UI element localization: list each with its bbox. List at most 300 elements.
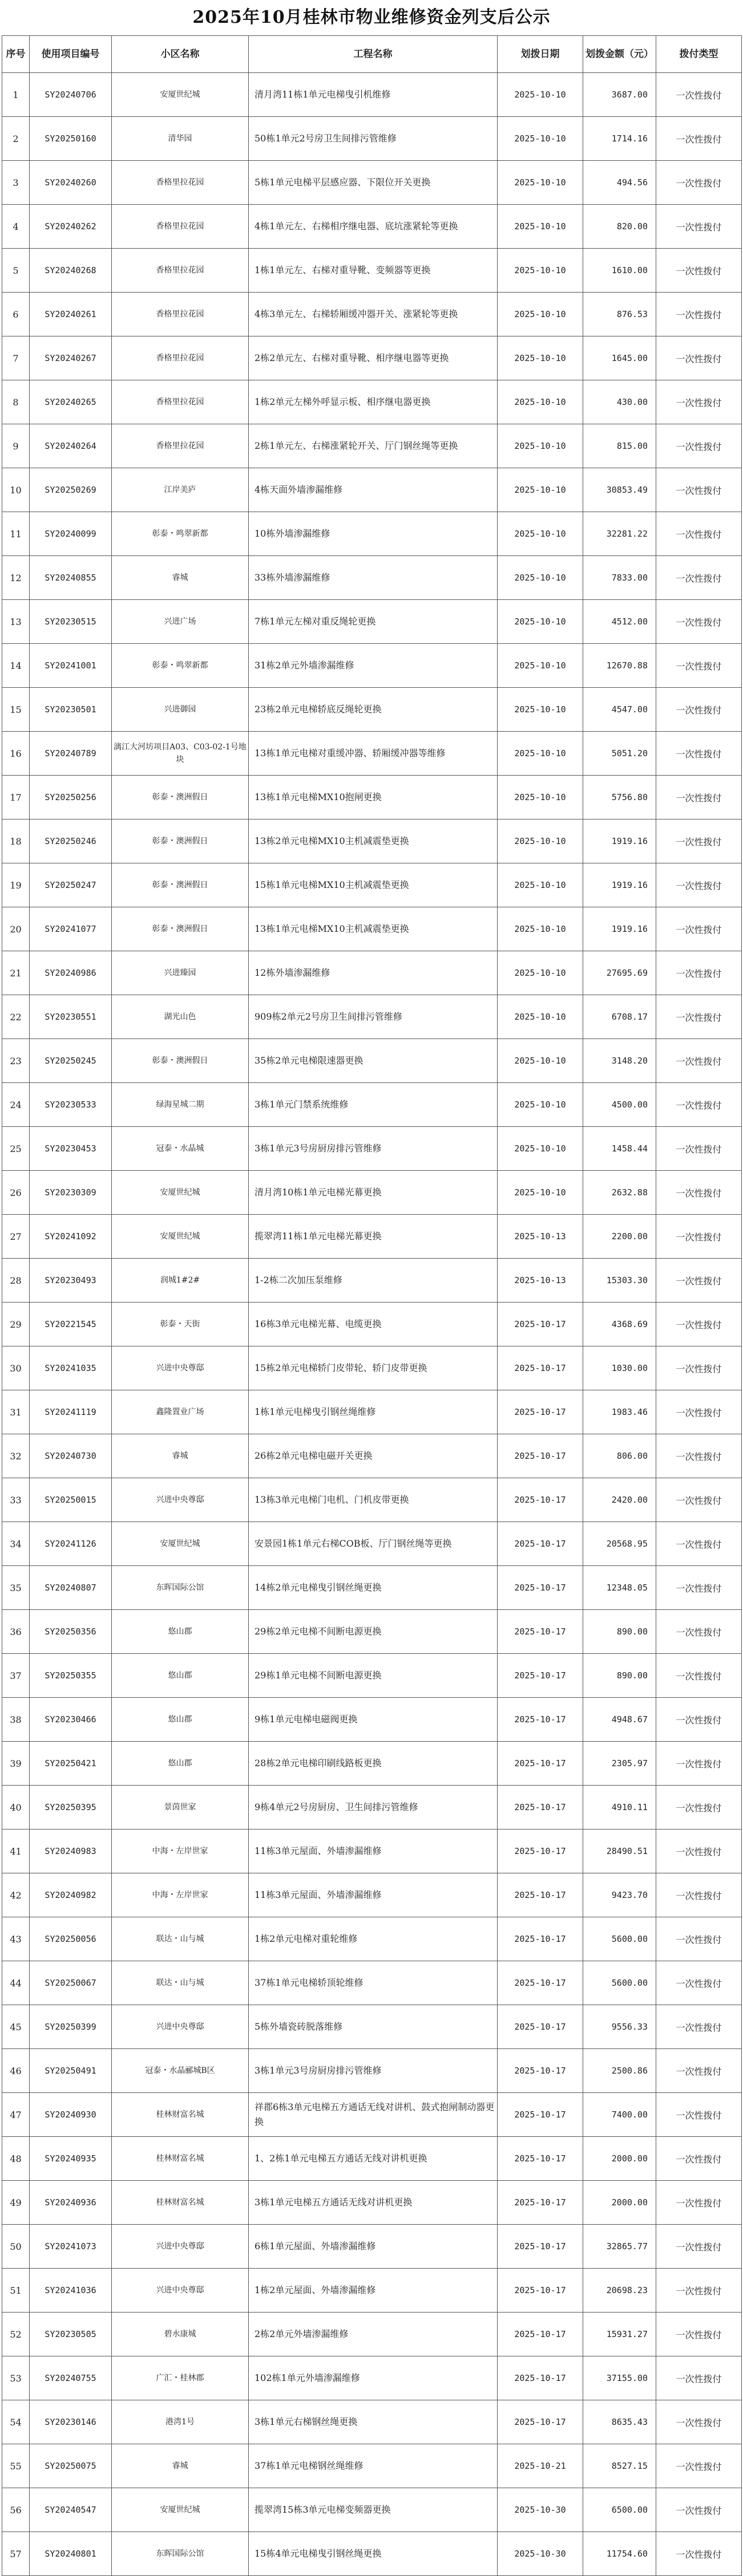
cell-project: 5栋外墙瓷砖脱落维修	[249, 2005, 498, 2049]
cell-project: 13栋3单元电梯门电机、门机皮带更换	[249, 1478, 498, 1522]
cell-code: SY20250399	[30, 2005, 112, 2049]
cell-type: 一次性拨付	[656, 1873, 742, 1917]
cell-amount: 1983.46	[583, 1390, 656, 1434]
cell-project: 37栋1单元电梯轿顶轮维修	[249, 1961, 498, 2005]
cell-type: 一次性拨付	[656, 1259, 742, 1303]
cell-amount: 2000.00	[583, 2181, 656, 2225]
cell-code: SY20250395	[30, 1786, 112, 1829]
table-header-row	[2, 36, 742, 73]
cell-code: SY20240807	[30, 1566, 112, 1610]
cell-project: 11栋3单元屋面、外墙渗漏维修	[249, 1873, 498, 1917]
cell-no: 27	[2, 1215, 30, 1259]
table-row	[2, 1083, 742, 1127]
table-row	[2, 776, 742, 820]
cell-date: 2025-10-10	[498, 336, 583, 380]
cell-date: 2025-10-17	[498, 2313, 583, 2356]
cell-amount: 28490.51	[583, 1829, 656, 1873]
cell-code: SY20240936	[30, 2181, 112, 2225]
cell-code: SY20240268	[30, 249, 112, 293]
cell-code: SY20240267	[30, 336, 112, 380]
cell-community: 香格里拉花园	[112, 424, 249, 468]
cell-community: 景茵世家	[112, 1786, 249, 1829]
table-row	[2, 468, 742, 512]
cell-code: SY20250015	[30, 1478, 112, 1522]
cell-type: 一次性拨付	[656, 2313, 742, 2356]
cell-community: 彰泰・澳洲假日	[112, 863, 249, 907]
cell-amount: 1919.16	[583, 907, 656, 951]
cell-amount: 6500.00	[583, 2488, 656, 2532]
cell-amount: 15303.30	[583, 1259, 656, 1303]
cell-date: 2025-10-21	[498, 2444, 583, 2488]
cell-type: 一次性拨付	[656, 249, 742, 293]
table-row	[2, 336, 742, 380]
cell-amount: 30853.49	[583, 468, 656, 512]
cell-community: 鑫隆置业广场	[112, 1390, 249, 1434]
cell-amount: 7833.00	[583, 556, 656, 600]
table-row	[2, 2356, 742, 2400]
header-project: 工程名称	[249, 36, 498, 73]
cell-type: 一次性拨付	[656, 2400, 742, 2444]
cell-no: 5	[2, 249, 30, 293]
table-row	[2, 2225, 742, 2269]
cell-date: 2025-10-17	[498, 2356, 583, 2400]
cell-date: 2025-10-13	[498, 1259, 583, 1303]
cell-community: 冠泰・水晶城	[112, 1127, 249, 1171]
cell-date: 2025-10-30	[498, 2488, 583, 2532]
cell-community: 睿城	[112, 556, 249, 600]
cell-community: 悠山郡	[112, 1698, 249, 1742]
cell-type: 一次性拨付	[656, 1083, 742, 1127]
table-row	[2, 688, 742, 732]
cell-project: 1栋2单元左梯外呼显示板、相序继电器更换	[249, 380, 498, 424]
cell-no: 16	[2, 732, 30, 776]
cell-community: 安厦世纪城	[112, 1171, 249, 1215]
cell-no: 1	[2, 73, 30, 117]
cell-type: 一次性拨付	[656, 951, 742, 995]
table-row	[2, 424, 742, 468]
cell-type: 一次性拨付	[656, 820, 742, 863]
cell-date: 2025-10-17	[498, 1961, 583, 2005]
cell-community: 安厦世纪城	[112, 1215, 249, 1259]
cell-community: 悠山郡	[112, 1742, 249, 1786]
cell-code: SY20230453	[30, 1127, 112, 1171]
cell-project: 2栋2单元外墙渗漏维修	[249, 2313, 498, 2356]
cell-project: 3栋1单元右梯钢丝绳更换	[249, 2400, 498, 2444]
cell-community: 彰泰・鸣翠新都	[112, 644, 249, 688]
cell-code: SY20230551	[30, 995, 112, 1039]
cell-code: SY20230505	[30, 2313, 112, 2356]
cell-project: 清月湾11栋1单元电梯曳引机维修	[249, 73, 498, 117]
cell-community: 兴进中央尊邸	[112, 1478, 249, 1522]
cell-amount: 890.00	[583, 1654, 656, 1698]
cell-type: 一次性拨付	[656, 2049, 742, 2093]
cell-community: 彰泰・鸣翠新都	[112, 512, 249, 556]
cell-amount: 4500.00	[583, 1083, 656, 1127]
cell-project: 33栋外墙渗漏维修	[249, 556, 498, 600]
cell-project: 102栋1单元外墙渗漏维修	[249, 2356, 498, 2400]
cell-amount: 4948.67	[583, 1698, 656, 1742]
cell-date: 2025-10-10	[498, 776, 583, 820]
table-row	[2, 1171, 742, 1215]
cell-no: 54	[2, 2400, 30, 2444]
cell-code: SY20250491	[30, 2049, 112, 2093]
cell-code: SY20250356	[30, 1610, 112, 1654]
cell-code: SY20240986	[30, 951, 112, 995]
cell-community: 彰泰・天街	[112, 1303, 249, 1346]
cell-date: 2025-10-17	[498, 1786, 583, 1829]
cell-community: 广汇・桂林郡	[112, 2356, 249, 2400]
cell-date: 2025-10-10	[498, 688, 583, 732]
cell-project: 6栋1单元屋面、外墙渗漏维修	[249, 2225, 498, 2269]
cell-project: 10栋外墙渗漏维修	[249, 512, 498, 556]
cell-project: 23栋2单元电梯轿底反绳轮更换	[249, 688, 498, 732]
cell-project: 13栋1单元电梯MX10抱闸更换	[249, 776, 498, 820]
cell-project: 15栋1单元电梯MX10主机减震垫更换	[249, 863, 498, 907]
cell-type: 一次性拨付	[656, 2137, 742, 2181]
cell-no: 56	[2, 2488, 30, 2532]
cell-type: 一次性拨付	[656, 205, 742, 249]
cell-amount: 20698.23	[583, 2269, 656, 2313]
cell-date: 2025-10-10	[498, 205, 583, 249]
cell-type: 一次性拨付	[656, 468, 742, 512]
cell-project: 11栋3单元屋面、外墙渗漏维修	[249, 1829, 498, 1873]
cell-date: 2025-10-10	[498, 863, 583, 907]
table-row	[2, 1039, 742, 1083]
cell-no: 6	[2, 293, 30, 336]
cell-type: 一次性拨付	[656, 1698, 742, 1742]
cell-type: 一次性拨付	[656, 995, 742, 1039]
cell-date: 2025-10-17	[498, 1873, 583, 1917]
header-amount: 划拨金额（元）	[583, 36, 656, 73]
cell-community: 兴进中央尊邸	[112, 2005, 249, 2049]
cell-project: 清月湾10栋1单元电梯光幕更换	[249, 1171, 498, 1215]
cell-project: 揽翠湾11栋1单元电梯光幕更换	[249, 1215, 498, 1259]
cell-type: 一次性拨付	[656, 1610, 742, 1654]
table-row	[2, 161, 742, 205]
cell-date: 2025-10-10	[498, 907, 583, 951]
cell-amount: 494.56	[583, 161, 656, 205]
cell-project: 31栋2单元外墙渗漏维修	[249, 644, 498, 688]
cell-amount: 1714.16	[583, 117, 656, 161]
cell-type: 一次性拨付	[656, 117, 742, 161]
table-row	[2, 732, 742, 776]
cell-community: 中海・左岸世家	[112, 1829, 249, 1873]
cell-code: SY20240261	[30, 293, 112, 336]
cell-date: 2025-10-10	[498, 1171, 583, 1215]
cell-amount: 876.53	[583, 293, 656, 336]
cell-amount: 806.00	[583, 1434, 656, 1478]
cell-type: 一次性拨付	[656, 776, 742, 820]
cell-code: SY20240935	[30, 2137, 112, 2181]
cell-date: 2025-10-17	[498, 1742, 583, 1786]
cell-type: 一次性拨付	[656, 1434, 742, 1478]
cell-date: 2025-10-17	[498, 2400, 583, 2444]
cell-community: 悠山郡	[112, 1654, 249, 1698]
cell-code: SY20230533	[30, 1083, 112, 1127]
cell-date: 2025-10-17	[498, 1566, 583, 1610]
cell-no: 46	[2, 2049, 30, 2093]
cell-date: 2025-10-17	[498, 2137, 583, 2181]
page-title: 2025年10月桂林市物业维修资金列支后公示	[192, 7, 551, 27]
cell-no: 40	[2, 1786, 30, 1829]
cell-community: 绿海星城二期	[112, 1083, 249, 1127]
cell-code: SY20250256	[30, 776, 112, 820]
cell-date: 2025-10-17	[498, 2269, 583, 2313]
cell-date: 2025-10-10	[498, 556, 583, 600]
cell-no: 39	[2, 1742, 30, 1786]
cell-code: SY20241119	[30, 1390, 112, 1434]
table-row	[2, 117, 742, 161]
cell-community: 安厦世纪城	[112, 73, 249, 117]
cell-community: 彰泰・澳洲假日	[112, 820, 249, 863]
cell-code: SY20230501	[30, 688, 112, 732]
cell-date: 2025-10-10	[498, 600, 583, 644]
table-row	[2, 1610, 742, 1654]
cell-date: 2025-10-10	[498, 293, 583, 336]
cell-date: 2025-10-17	[498, 1917, 583, 1961]
table-row	[2, 951, 742, 995]
table-row	[2, 1522, 742, 1566]
disbursement-table	[2, 35, 742, 2576]
cell-type: 一次性拨付	[656, 1346, 742, 1390]
cell-type: 一次性拨付	[656, 1127, 742, 1171]
cell-project: 35栋2单元电梯限速器更换	[249, 1039, 498, 1083]
cell-code: SY20230466	[30, 1698, 112, 1742]
table-row	[2, 2005, 742, 2049]
cell-type: 一次性拨付	[656, 1654, 742, 1698]
header-community: 小区名称	[112, 36, 249, 73]
cell-no: 43	[2, 1917, 30, 1961]
table-row	[2, 2444, 742, 2488]
cell-community: 香格里拉花园	[112, 336, 249, 380]
cell-type: 一次性拨付	[656, 1390, 742, 1434]
cell-type: 一次性拨付	[656, 73, 742, 117]
cell-project: 3栋1单元3号房厨房排污管维修	[249, 2049, 498, 2093]
cell-type: 一次性拨付	[656, 336, 742, 380]
cell-project: 37栋1单元电梯钢丝绳维修	[249, 2444, 498, 2488]
cell-project: 揽翠湾15栋3单元电梯变频器更换	[249, 2488, 498, 2532]
cell-code: SY20240930	[30, 2093, 112, 2137]
cell-project: 3栋1单元3号房厨房排污管维修	[249, 1127, 498, 1171]
cell-no: 34	[2, 1522, 30, 1566]
cell-no: 52	[2, 2313, 30, 2356]
cell-code: SY20240260	[30, 161, 112, 205]
cell-date: 2025-10-17	[498, 1610, 583, 1654]
cell-no: 12	[2, 556, 30, 600]
cell-no: 49	[2, 2181, 30, 2225]
cell-no: 47	[2, 2093, 30, 2137]
cell-code: SY20240265	[30, 380, 112, 424]
cell-community: 兴进中央尊邸	[112, 1346, 249, 1390]
cell-code: SY20250056	[30, 1917, 112, 1961]
cell-no: 17	[2, 776, 30, 820]
cell-date: 2025-10-17	[498, 2005, 583, 2049]
cell-amount: 7400.00	[583, 2093, 656, 2137]
cell-amount: 32281.22	[583, 512, 656, 556]
table-row	[2, 600, 742, 644]
cell-code: SY20250067	[30, 1961, 112, 2005]
cell-code: SY20241077	[30, 907, 112, 951]
cell-no: 37	[2, 1654, 30, 1698]
cell-date: 2025-10-10	[498, 380, 583, 424]
cell-project: 16栋3单元电梯光幕、电缆更换	[249, 1303, 498, 1346]
table-row	[2, 1478, 742, 1522]
cell-project: 4栋3单元左、右梯轿厢缓冲器开关、涨紧轮等更换	[249, 293, 498, 336]
cell-project: 2栋2单元左、右梯对重导靴、相序继电器等更换	[249, 336, 498, 380]
cell-type: 一次性拨付	[656, 2356, 742, 2400]
cell-no: 29	[2, 1303, 30, 1346]
header-type: 拨付类型	[656, 36, 742, 73]
table-row	[2, 380, 742, 424]
table-row	[2, 512, 742, 556]
cell-code: SY20240982	[30, 1873, 112, 1917]
cell-community: 香格里拉花园	[112, 161, 249, 205]
cell-community: 兴进臻园	[112, 951, 249, 995]
cell-community: 彰泰・澳洲假日	[112, 1039, 249, 1083]
cell-no: 21	[2, 951, 30, 995]
cell-date: 2025-10-10	[498, 468, 583, 512]
cell-code: SY20240855	[30, 556, 112, 600]
cell-project: 3栋1单元门禁系统维修	[249, 1083, 498, 1127]
cell-amount: 890.00	[583, 1610, 656, 1654]
cell-type: 一次性拨付	[656, 1478, 742, 1522]
cell-project: 26栋2单元电梯电磁开关更换	[249, 1434, 498, 1478]
table-row	[2, 820, 742, 863]
cell-amount: 37155.00	[583, 2356, 656, 2400]
table-row	[2, 293, 742, 336]
cell-community: 清华园	[112, 117, 249, 161]
table-row	[2, 995, 742, 1039]
cell-amount: 2000.00	[583, 2137, 656, 2181]
cell-type: 一次性拨付	[656, 512, 742, 556]
cell-date: 2025-10-17	[498, 1698, 583, 1742]
cell-type: 一次性拨付	[656, 2005, 742, 2049]
cell-no: 45	[2, 2005, 30, 2049]
cell-code: SY20250269	[30, 468, 112, 512]
cell-amount: 2305.97	[583, 1742, 656, 1786]
cell-community: 江岸美庐	[112, 468, 249, 512]
cell-amount: 5051.20	[583, 732, 656, 776]
cell-type: 一次性拨付	[656, 2532, 742, 2576]
table-row	[2, 1654, 742, 1698]
cell-type: 一次性拨付	[656, 380, 742, 424]
cell-type: 一次性拨付	[656, 2444, 742, 2488]
cell-no: 2	[2, 117, 30, 161]
cell-code: SY20250075	[30, 2444, 112, 2488]
table-row	[2, 1346, 742, 1390]
cell-amount: 430.00	[583, 380, 656, 424]
cell-code: SY20241035	[30, 1346, 112, 1390]
table-row	[2, 2093, 742, 2137]
cell-project: 13栋1单元电梯对重缓冲器、轿厢缓冲器等维修	[249, 732, 498, 776]
cell-no: 38	[2, 1698, 30, 1742]
cell-code: SY20240983	[30, 1829, 112, 1873]
header-no: 序号	[2, 36, 30, 73]
cell-date: 2025-10-10	[498, 73, 583, 117]
cell-code: SY20230309	[30, 1171, 112, 1215]
cell-project: 15栋2单元电梯轿门皮带轮、轿门皮带更换	[249, 1346, 498, 1390]
cell-community: 安厦世纪城	[112, 1522, 249, 1566]
cell-date: 2025-10-10	[498, 512, 583, 556]
cell-date: 2025-10-17	[498, 1829, 583, 1873]
cell-no: 11	[2, 512, 30, 556]
cell-project: 12栋外墙渗漏维修	[249, 951, 498, 995]
cell-community: 兴进御园	[112, 688, 249, 732]
header-code: 使用项目编号	[30, 36, 112, 73]
cell-community: 香格里拉花园	[112, 380, 249, 424]
cell-date: 2025-10-17	[498, 1434, 583, 1478]
cell-amount: 8635.43	[583, 2400, 656, 2444]
cell-date: 2025-10-17	[498, 1346, 583, 1390]
cell-project: 29栋2单元电梯不间断电源更换	[249, 1610, 498, 1654]
table-row	[2, 1566, 742, 1610]
cell-no: 41	[2, 1829, 30, 1873]
cell-amount: 12348.05	[583, 1566, 656, 1610]
cell-no: 19	[2, 863, 30, 907]
cell-amount: 2200.00	[583, 1215, 656, 1259]
table-row	[2, 1303, 742, 1346]
cell-no: 9	[2, 424, 30, 468]
cell-project: 9栋1单元电梯电磁阀更换	[249, 1698, 498, 1742]
cell-amount: 6708.17	[583, 995, 656, 1039]
cell-date: 2025-10-17	[498, 1390, 583, 1434]
cell-no: 8	[2, 380, 30, 424]
cell-date: 2025-10-10	[498, 1127, 583, 1171]
cell-amount: 27695.69	[583, 951, 656, 995]
table-row	[2, 205, 742, 249]
cell-type: 一次性拨付	[656, 1039, 742, 1083]
cell-community: 桂林财富名城	[112, 2137, 249, 2181]
cell-no: 26	[2, 1171, 30, 1215]
cell-code: SY20221545	[30, 1303, 112, 1346]
cell-community: 中海・左岸世家	[112, 1873, 249, 1917]
cell-type: 一次性拨付	[656, 556, 742, 600]
cell-project: 1、2栋1单元电梯五方通话无线对讲机更换	[249, 2137, 498, 2181]
cell-project: 7栋1单元左梯对重反绳轮更换	[249, 600, 498, 644]
table-row	[2, 2400, 742, 2444]
cell-no: 53	[2, 2356, 30, 2400]
cell-community: 湖光山色	[112, 995, 249, 1039]
cell-community: 碧水康城	[112, 2313, 249, 2356]
table-row	[2, 907, 742, 951]
cell-no: 15	[2, 688, 30, 732]
cell-community: 冠泰・水晶郦城B区	[112, 2049, 249, 2093]
cell-amount: 12670.88	[583, 644, 656, 688]
cell-community: 香格里拉花园	[112, 205, 249, 249]
cell-no: 14	[2, 644, 30, 688]
cell-code: SY20250355	[30, 1654, 112, 1698]
cell-code: SY20241001	[30, 644, 112, 688]
cell-community: 港湾1号	[112, 2400, 249, 2444]
cell-no: 31	[2, 1390, 30, 1434]
table-row	[2, 2181, 742, 2225]
cell-no: 4	[2, 205, 30, 249]
table-row	[2, 863, 742, 907]
table-row	[2, 2313, 742, 2356]
table-row	[2, 556, 742, 600]
cell-amount: 820.00	[583, 205, 656, 249]
cell-project: 13栋1单元电梯MX10主机减震垫更换	[249, 907, 498, 951]
cell-community: 联达・山与城	[112, 1917, 249, 1961]
cell-date: 2025-10-10	[498, 1083, 583, 1127]
cell-type: 一次性拨付	[656, 1917, 742, 1961]
cell-date: 2025-10-10	[498, 161, 583, 205]
cell-community: 东晖国际公馆	[112, 2532, 249, 2576]
cell-type: 一次性拨付	[656, 1961, 742, 2005]
cell-type: 一次性拨付	[656, 1215, 742, 1259]
cell-amount: 1610.00	[583, 249, 656, 293]
table-row	[2, 644, 742, 688]
